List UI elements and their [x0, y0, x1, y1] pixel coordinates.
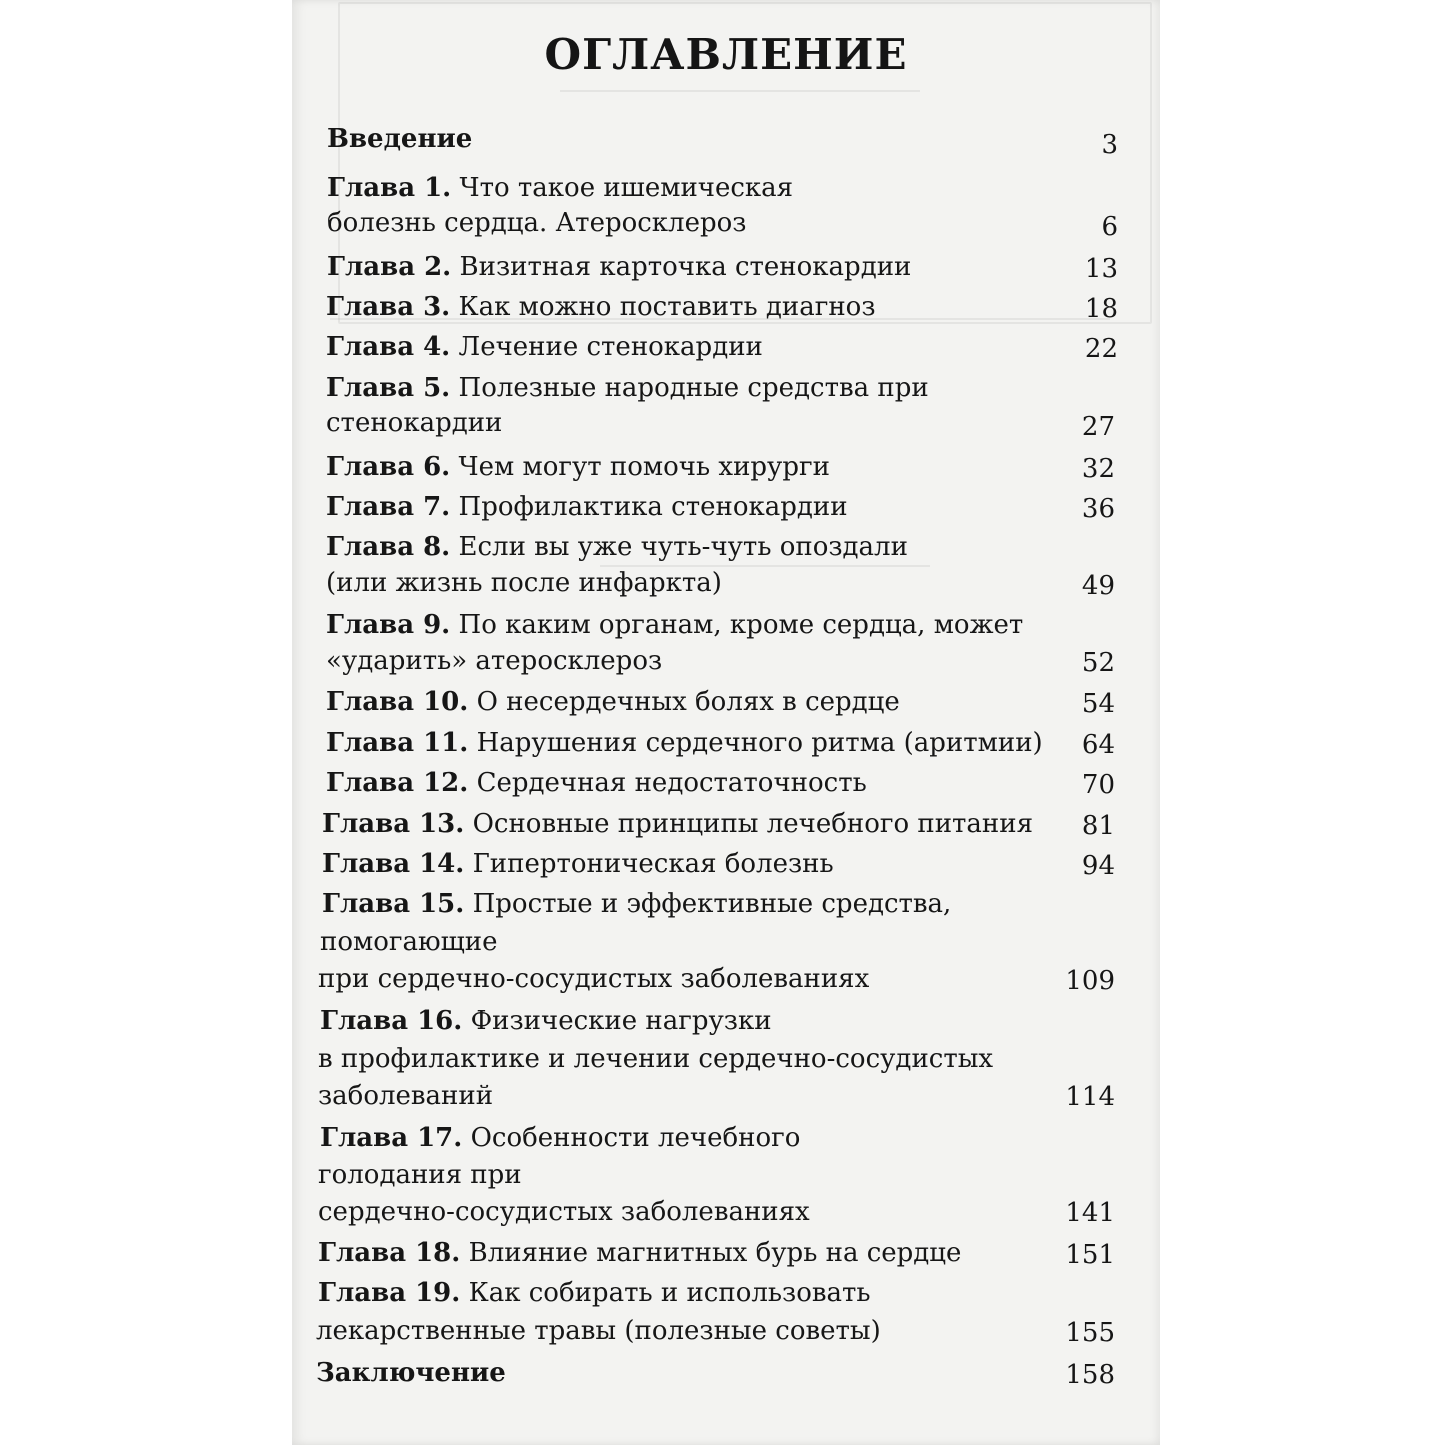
toc-page-number: 13: [1084, 254, 1118, 284]
toc-entry-line: [326, 568, 722, 598]
toc-entry-label: Глава 5.: [326, 373, 451, 403]
toc-page-number: 158: [1065, 1360, 1115, 1390]
toc-entry-title: Лечение стенокардии: [458, 332, 763, 362]
toc-entry-title: По каким органам, кроме сердца, может: [458, 610, 1024, 640]
toc-entry-line: [320, 1006, 772, 1036]
toc-page-number: 52: [1081, 648, 1115, 678]
toc-entry-line: [326, 610, 1023, 640]
toc-entry-label: Глава 12.: [326, 768, 469, 798]
toc-entry-line: [326, 646, 662, 676]
toc-entry-label: Глава 1.: [327, 173, 452, 203]
toc-entry-title: болезнь сердца. Атеросклероз: [327, 208, 747, 238]
toc-entry-title: «ударить» атеросклероз: [326, 646, 663, 676]
toc-entry-line: [318, 1278, 871, 1308]
toc-page-number: 114: [1065, 1082, 1115, 1112]
toc-entry-line: [326, 728, 1043, 758]
toc-entry-title: Физические нагрузки: [470, 1006, 772, 1036]
toc-entry-title: Визитная карточка стенокардии: [459, 252, 912, 282]
toc-entry-label: Глава 3.: [326, 292, 451, 322]
toc-entry-line: [320, 927, 498, 957]
toc-entry-label: Глава 9.: [326, 610, 451, 640]
toc-entry-title: Что такое ишемическая: [459, 173, 794, 203]
toc-entry-line: [326, 332, 763, 362]
toc-entry-title: стенокардии: [326, 408, 503, 438]
toc-entry-title: заболеваний: [318, 1081, 494, 1111]
toc-entry-title: Основные принципы лечебного питания: [472, 809, 1033, 839]
toc-entry-line: [318, 1081, 493, 1111]
toc-entry-label: Глава 19.: [318, 1278, 461, 1308]
toc-entry-label: Глава 6.: [326, 452, 451, 482]
toc-page-number: 81: [1081, 811, 1115, 841]
toc-entry-title: Нарушения сердечного ритма (аритмии): [476, 728, 1043, 758]
toc-entry-line: [326, 452, 830, 482]
toc-entry-title: Чем могут помочь хирурги: [458, 452, 830, 482]
toc-page-number: 18: [1084, 294, 1118, 324]
toc-entry-label: Глава 18.: [318, 1238, 461, 1268]
toc-entry-line: [327, 173, 793, 203]
toc-entry-title: сердечно-сосудистых заболеваниях: [318, 1197, 810, 1227]
toc-entry-title: Как собирать и использовать: [468, 1278, 871, 1308]
toc-entry-title: при сердечно-сосудистых заболеваниях: [318, 964, 870, 994]
toc-entry-line: [322, 809, 1033, 839]
toc-entry-line: [320, 1123, 800, 1153]
toc-entry-line: [327, 252, 911, 282]
toc-entry-line: [326, 408, 502, 438]
toc-entry-label: Глава 15.: [322, 889, 465, 919]
toc-entry-title: Как можно поставить диагноз: [458, 292, 876, 322]
toc-entry-line: [327, 208, 746, 238]
toc-page-number: 141: [1065, 1198, 1115, 1228]
toc-entry-label: Глава 17.: [320, 1123, 463, 1153]
toc-entry-title: Если вы уже чуть-чуть опоздали: [458, 532, 908, 562]
toc-page-number: 32: [1081, 454, 1115, 484]
toc-page-number: 155: [1065, 1318, 1115, 1348]
toc-entry-label: Глава 11.: [326, 728, 469, 758]
toc-entry-label: Глава 14.: [322, 849, 465, 879]
toc-entry-line: [322, 849, 834, 879]
toc-page-number: 27: [1081, 412, 1115, 442]
toc-entry-line: [318, 1238, 961, 1268]
toc-entry-title: Профилактика стенокардии: [458, 492, 848, 522]
toc-page-number: 6: [1101, 212, 1118, 242]
toc-entry-line: [316, 1358, 506, 1388]
toc-entry-title: помогающие: [320, 927, 498, 957]
toc-entry-line: [318, 1160, 522, 1190]
toc-entry-line: [326, 492, 848, 522]
toc-entry-label: Глава 13.: [322, 809, 465, 839]
toc-entry-title: Влияние магнитных бурь на сердце: [468, 1238, 962, 1268]
toc-entry-title: О несердечных болях в сердце: [476, 687, 900, 717]
toc-page-number: 109: [1065, 966, 1115, 996]
toc-entry-label: Глава 8.: [326, 532, 451, 562]
toc-page-number: 54: [1081, 689, 1115, 719]
toc-entry-label: Глава 2.: [327, 252, 452, 282]
toc-entry-line: [326, 373, 929, 403]
toc-page-number: 36: [1081, 494, 1115, 524]
toc-entry-line: [327, 124, 472, 154]
toc-entry-label: Глава 10.: [326, 687, 469, 717]
toc-entry-title: лекарственные травы (полезные советы): [316, 1316, 881, 1346]
toc-entry-title: голодания при: [318, 1160, 522, 1190]
toc-entry-line: [318, 1197, 810, 1227]
toc-entry-line: [318, 964, 869, 994]
toc-entry-label: Глава 16.: [320, 1006, 463, 1036]
toc-entry-line: [326, 292, 876, 322]
toc-entry-label: Заключение: [316, 1358, 506, 1388]
toc-entry-title: Сердечная недостаточность: [476, 768, 867, 798]
toc-entry-line: [318, 1044, 993, 1074]
toc-page-number: 64: [1081, 730, 1115, 760]
toc-entry-title: Особенности лечебного: [470, 1123, 801, 1153]
toc-entry-title: Гипертоническая болезнь: [472, 849, 834, 879]
toc-entry-title: в профилактике и лечении сердечно-сосудистых: [318, 1044, 994, 1074]
toc-page-number: 3: [1101, 130, 1118, 160]
toc-entry-title: Полезные народные средства при: [458, 373, 929, 403]
toc-entry-line: [326, 687, 900, 717]
toc-entry-label: Глава 4.: [326, 332, 451, 362]
toc-page-number: 94: [1081, 851, 1115, 881]
toc-entry-title: (или жизнь после инфаркта): [326, 568, 722, 598]
page-title: ОГЛАВЛЕНИЕ: [544, 30, 908, 79]
toc-page-number: 22: [1084, 334, 1118, 364]
toc-entry-title: Простые и эффективные средства,: [472, 889, 952, 919]
toc-page-number: 151: [1065, 1240, 1115, 1270]
toc-entry-line: [326, 532, 908, 562]
toc-entry-line: [322, 889, 951, 919]
toc-page-number: 70: [1081, 770, 1115, 800]
toc-entry-line: [316, 1316, 881, 1346]
toc-entry-label: Глава 7.: [326, 492, 451, 522]
toc-entry-label: Введение: [327, 124, 473, 154]
toc-entry-line: [326, 768, 867, 798]
toc-page-number: 49: [1081, 571, 1115, 601]
